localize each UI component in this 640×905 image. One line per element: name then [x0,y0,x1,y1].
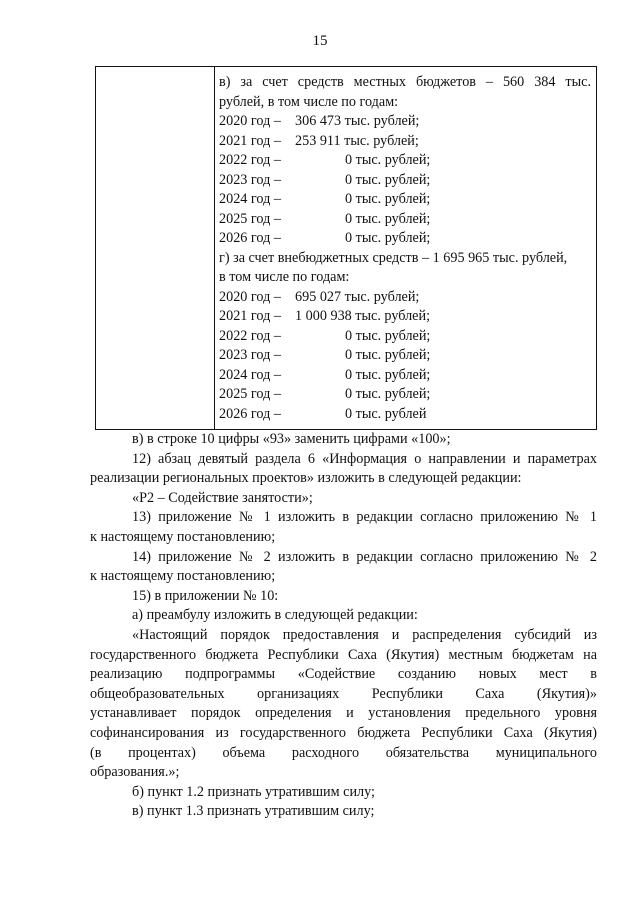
year-amount: 0 тыс. рублей; [345,210,431,227]
table-column-divider [214,67,215,429]
local-year-row [219,210,591,230]
extra-year-row [219,327,591,347]
local-year-row [219,151,591,171]
page-number: 15 [312,33,328,49]
extra-year-row [219,366,591,386]
extra-year-row [219,346,591,366]
year-label: 2020 год – [219,113,281,129]
paragraph-line: 12) абзац девятый раздела 6 «Информация о направлении и параметрах [132,450,597,467]
local-year-row [219,112,591,132]
year-label: 2025 год – [219,386,281,402]
paragraph-line: в) в строке 10 цифры «93» заменить цифрами «100»; [132,431,451,447]
year-label: 2021 год – [219,132,281,149]
year-label: 2025 год – [219,210,281,227]
year-amount: 0 тыс. рублей; [345,230,431,246]
local-budget-line-2: рублей, в том числе по годам: [219,93,399,110]
year-label: 2021 год – [219,308,281,324]
year-label: 2026 год – [219,230,281,246]
paragraph-line: реализацию подпрограммы «Содействие созданию новых мест в [90,666,597,683]
year-amount: 0 тыс. рублей; [345,152,431,168]
paragraph-line: в) пункт 1.3 признать утратившим силу; [132,803,375,820]
paragraph-line: к настоящему постановлению; [90,568,276,585]
year-amount: 0 тыс. рублей; [345,347,431,363]
paragraph-line: устанавливает порядок определения и установления предельного уровня [90,705,597,722]
funding-cell [219,73,591,424]
local-year-row [219,229,591,249]
year-amount: 253 911 тыс. рублей; [295,132,419,149]
paragraph-line: общеобразовательных организациях Республики Саха (Якутия)» [90,685,597,702]
local-year-row [219,190,591,210]
year-amount: 1 000 938 тыс. рублей; [295,308,431,324]
paragraph-line: б) пункт 1.2 признать утратившим силу; [132,783,375,800]
paragraph-line: «Настоящий порядок предоставления и распределения субсидий из [132,626,597,643]
year-amount: 0 тыс. рублей; [345,191,431,207]
year-amount: 0 тыс. рублей [345,405,427,422]
funding-table [95,66,597,430]
paragraph-line: государственного бюджета Республики Саха (Якутия) местным бюджетам на [90,646,597,663]
paragraph-line: 14) приложение № 2 изложить в редакции согласно приложению № 2 [132,548,597,565]
year-label: 2026 год – [219,405,281,422]
year-amount: 0 тыс. рублей; [345,386,431,402]
year-amount: 0 тыс. рублей; [345,171,431,188]
extra-year-row [219,307,591,327]
extra-year-row [219,405,591,425]
year-label: 2023 год – [219,171,281,188]
paragraph-line: а) преамбулу изложить в следующей редакции: [132,607,418,624]
paragraph-line: 13) приложение № 1 изложить в редакции согласно приложению № 1 [132,509,597,526]
year-label: 2022 год – [219,152,281,168]
paragraph-line: образования.»; [90,764,180,781]
paragraph-line: софинансирования из государственного бюджета Республики Саха (Якутия) [90,724,597,741]
local-year-row [219,132,591,152]
extra-budget-line-1: г) за счет внебюджетных средств – 1 695 965 тыс. рублей, [219,249,568,266]
paragraph-line: «Р2 – Содействие занятости»; [132,489,313,506]
year-label: 2022 год – [219,327,281,344]
year-amount: 306 473 тыс. рублей; [295,113,420,129]
extra-year-row [219,385,591,405]
year-label: 2023 год – [219,347,281,363]
year-amount: 695 027 тыс. рублей; [295,288,420,305]
paragraph-line: (в процентах) объема расходного обязательства муниципального [90,744,597,761]
year-label: 2024 год – [219,191,281,207]
year-amount: 0 тыс. рублей; [345,366,431,383]
local-budget-line-1: в) за счет средств местных бюджетов – 560 384 тыс. [219,74,591,90]
paragraph-line: к настоящему постановлению; [90,528,276,545]
extra-year-row [219,288,591,308]
paragraph-line: 15) в приложении № 10: [132,587,279,604]
local-year-row [219,171,591,191]
extra-budget-line-2: в том числе по годам: [219,269,350,285]
year-amount: 0 тыс. рублей; [345,327,431,344]
year-label: 2024 год – [219,366,281,383]
amendment-text [90,430,597,822]
year-label: 2020 год – [219,288,281,305]
paragraph-line: реализации региональных проектов» изложить в следующей редакции: [90,470,522,487]
